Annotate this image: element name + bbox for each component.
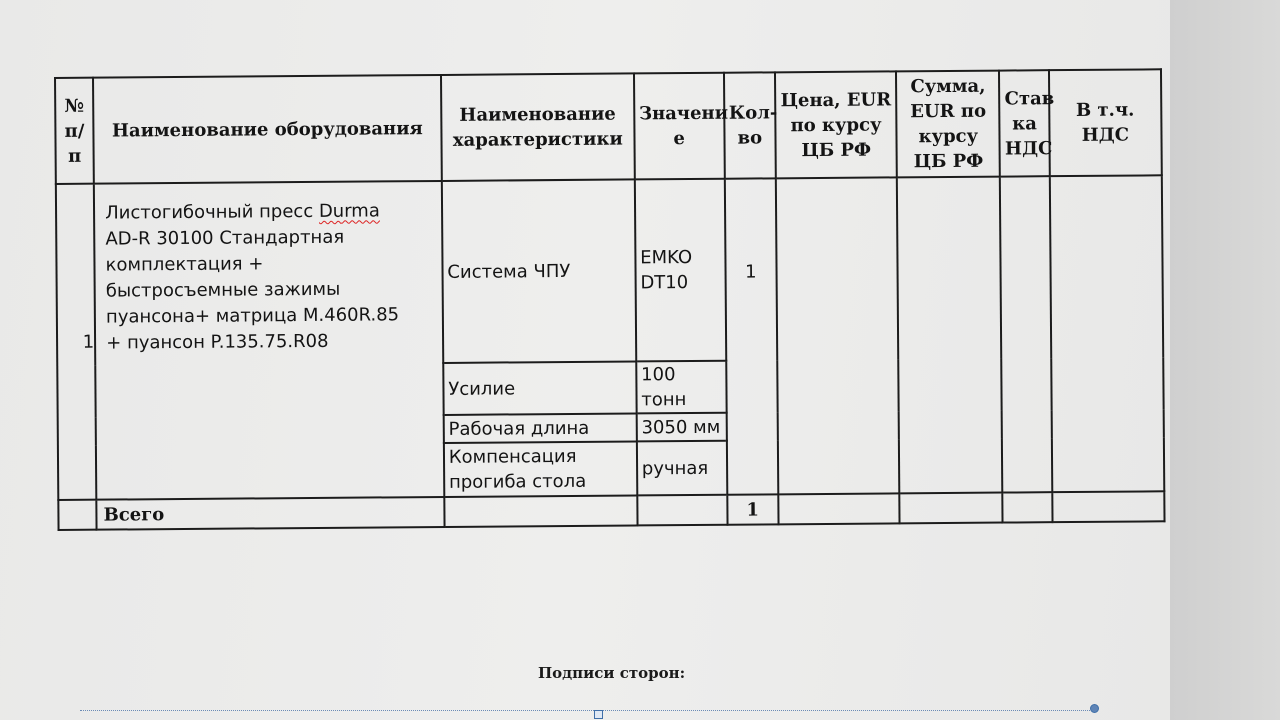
price-cell[interactable] — [776, 177, 900, 494]
total-empty-cell[interactable] — [637, 495, 727, 526]
header-sum[interactable]: Сумма, EUR по курсу ЦБ РФ — [896, 71, 1000, 178]
characteristic-value-cell[interactable] — [635, 179, 726, 362]
characteristic-value-line: 3050 мм — [641, 416, 721, 438]
quantity-cell[interactable]: 1 — [724, 178, 778, 494]
vat-included-cell[interactable] — [1050, 175, 1165, 492]
total-empty-cell[interactable] — [1003, 492, 1053, 522]
header-number[interactable]: № п/п — [55, 78, 94, 184]
equipment-name-text: Листогибочный пресс Durma — [105, 200, 380, 224]
characteristic-name-cell[interactable]: Система ЧПУ — [442, 179, 636, 363]
characteristic-value-cell[interactable] — [636, 361, 726, 414]
characteristic-value-line: ручная — [641, 457, 709, 479]
characteristic-value-line: DT10 — [640, 272, 689, 294]
characteristic-name-cell[interactable]: Компенсация прогиба стола — [444, 441, 637, 497]
characteristic-value-cell[interactable] — [636, 413, 726, 442]
equipment-name-line: пуансона+ матрица M.460R.85 — [105, 304, 400, 328]
window-background — [1170, 0, 1280, 720]
header-price[interactable]: Цена, EUR по курсу ЦБ РФ — [775, 71, 897, 178]
total-label[interactable]: Всего — [96, 497, 444, 530]
characteristic-value-line: 100 — [641, 364, 676, 386]
characteristic-name-cell[interactable]: Рабочая длина — [444, 413, 637, 443]
equipment-name-line — [105, 198, 435, 227]
equipment-name-cell[interactable] — [94, 181, 444, 500]
equipment-name-line: + пуансон P.135.75.R08 — [106, 330, 329, 354]
header-characteristic-name[interactable]: Наименование характеристики — [441, 73, 635, 181]
header-value[interactable]: Значени е — [634, 73, 725, 180]
total-empty-cell[interactable] — [1052, 491, 1164, 522]
specification-table[interactable] — [54, 68, 1166, 531]
item-number-cell[interactable]: 1 — [56, 184, 97, 500]
vat-rate-cell[interactable] — [1000, 176, 1052, 492]
header-vat-rate[interactable]: Став ка НДС — [999, 70, 1049, 176]
header-equipment-name[interactable]: Наименование оборудования — [93, 75, 442, 184]
spellcheck-underlined-word[interactable]: Durma — [318, 200, 380, 222]
equipment-name-line: AD-R 30100 Стандартная — [105, 226, 345, 250]
equipment-name-line: комплектация + — [105, 253, 264, 276]
table-header-row — [55, 69, 1162, 184]
resize-handle[interactable] — [1090, 704, 1099, 713]
text-box-frame[interactable] — [80, 710, 1094, 711]
header-vat-included[interactable]: В т.ч. НДС — [1049, 69, 1162, 176]
characteristic-value-line: EMKO — [640, 246, 693, 269]
signatures-label[interactable]: Подписи сторон: — [538, 664, 686, 682]
resize-handle[interactable] — [594, 710, 603, 719]
characteristic-value-line: тонн — [641, 389, 687, 411]
characteristic-name-cell[interactable]: Усилие — [443, 361, 636, 415]
table-row — [56, 175, 1163, 366]
equipment-name-line: быстросъемные зажимы — [105, 278, 341, 302]
total-empty-cell[interactable] — [444, 495, 637, 527]
specification-table-wrapper — [54, 68, 1170, 531]
characteristic-value-cell[interactable] — [637, 441, 727, 496]
total-empty-cell[interactable] — [900, 493, 1003, 524]
sum-cell[interactable] — [897, 177, 1003, 494]
total-empty-cell[interactable] — [778, 493, 899, 524]
header-quantity[interactable]: Кол- во — [723, 72, 775, 178]
total-empty-cell[interactable] — [58, 500, 96, 530]
total-quantity[interactable]: 1 — [727, 494, 779, 524]
